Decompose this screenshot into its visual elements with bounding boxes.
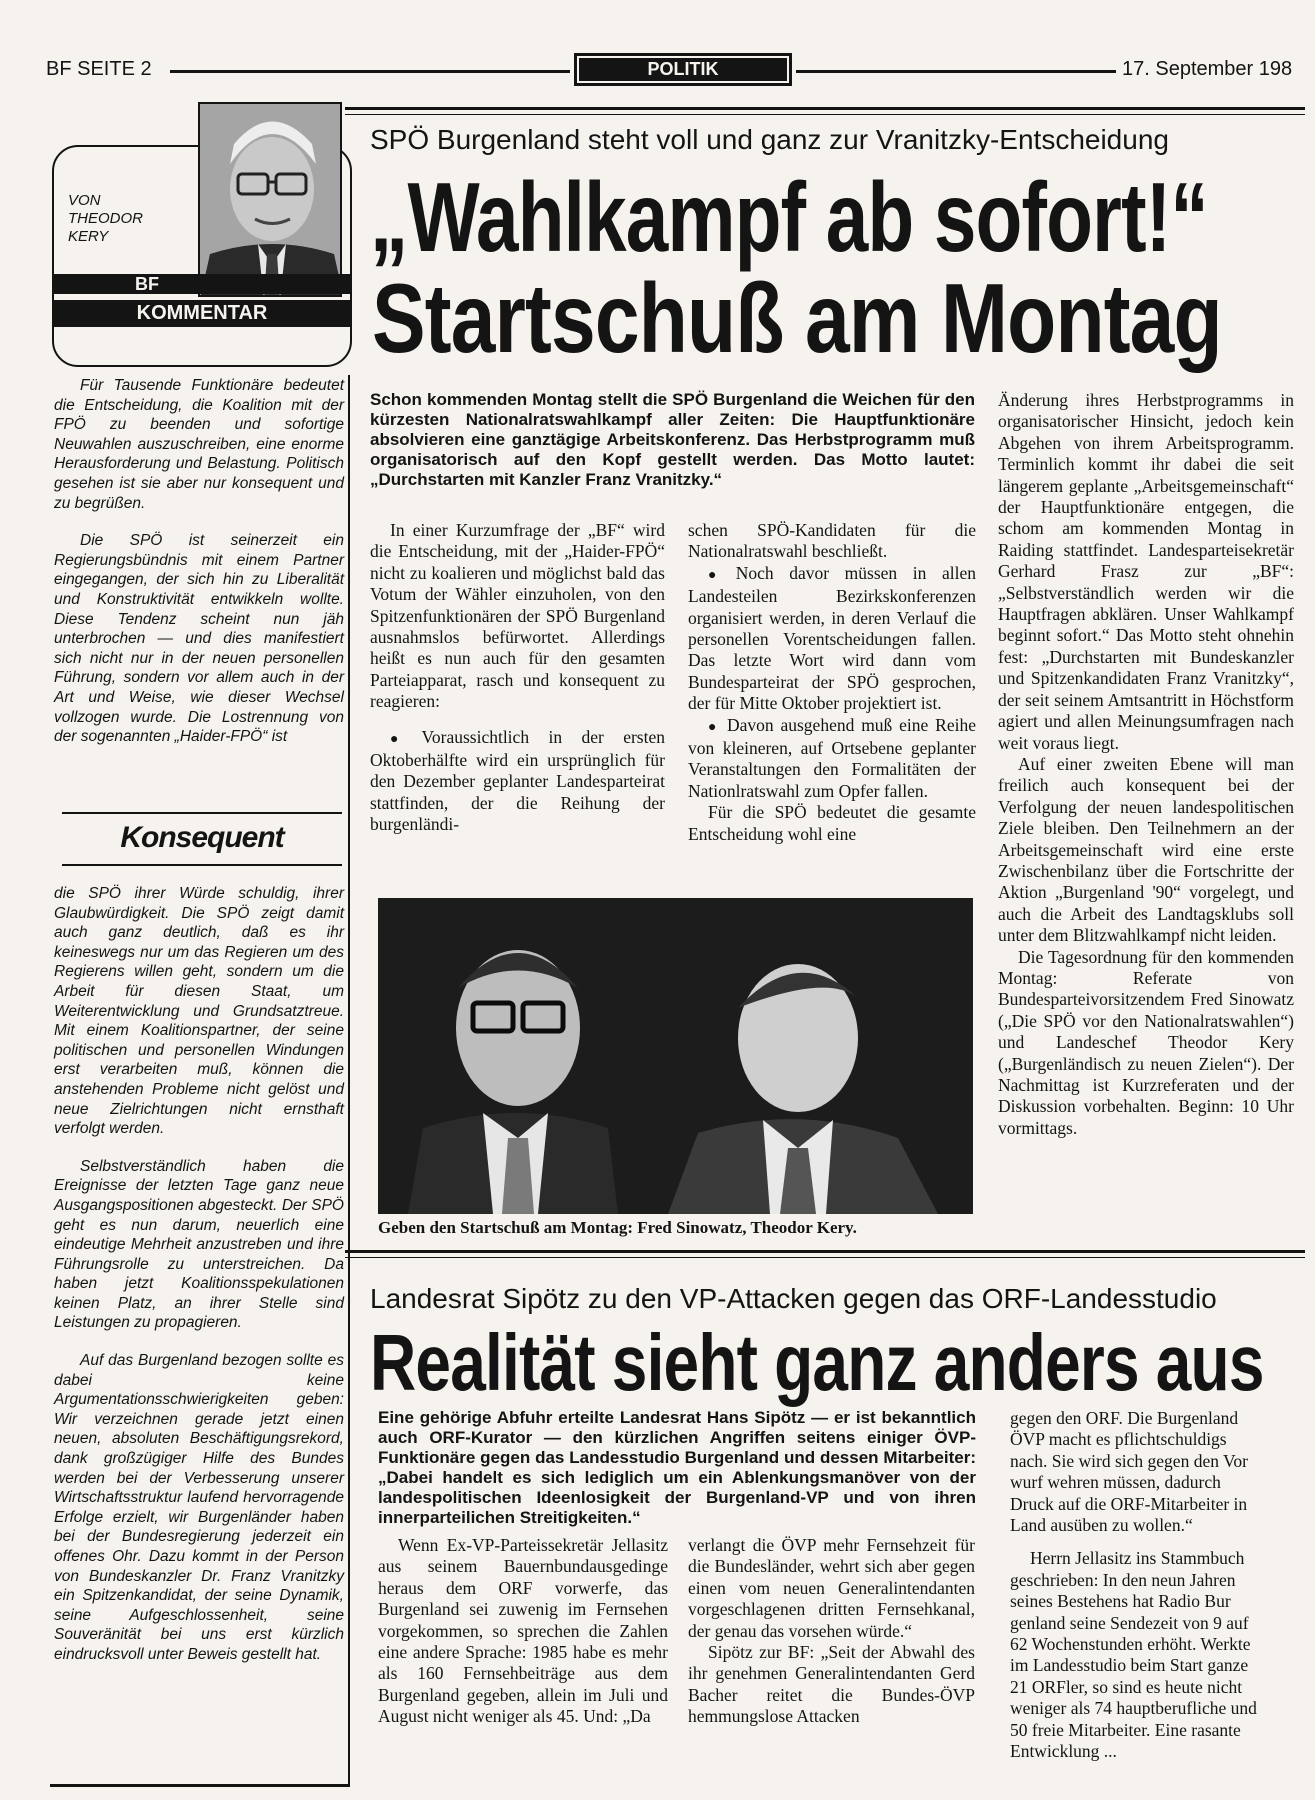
paragraph: Die Tagesordnung für den kommenden Montag: Referate von Bundesparteivorsitzendem Fred Sinowatz („Die SPÖ vor den Nationalratswahlen“) und Landeschef Theodor Kery („Burgenländisch zu neuen Zielen“). Der Nachmittag ist Kurzreferaten und der Diskussion vorbehalten. Beginn: 10 Uhr vormittags.	[998, 946, 1294, 1138]
text-line: wurf wehren müssen, dadurch	[1010, 1472, 1221, 1493]
article1-photo-caption: Geben den Startschuß am Montag: Fred Sinowatz, Theodor Kery.	[378, 1218, 857, 1237]
bullet-paragraph: ● Davon ausgehend muß eine Reihe von kleineren, auf Ortsebene geplanter Veranstaltungen den Formalitäten der Nationlratswahl zum Opfer fallen.	[688, 715, 976, 803]
paragraph: In einer Kurzumfrage der „BF“ wird die Entscheidung, mit der „Haider-FPÖ“ nicht zu koalieren und möglichst bald das Votum der Wähler einzuholen, von den Spitzenfunktionären der SPÖ Burgenland ausnahmslos befürwortet. Allerdings heißt es nun auch für den gesamten Parteiapparat, rasch und konsequent zu reagieren:	[370, 520, 665, 712]
paragraph: Die SPÖ ist seinerzeit ein Regierungsbündnis mit einem Partner eingegangen, der sich hin zu Liberalität und Konstruktivität entwikkeln wollte. Diese Tendenz scheint nun jäh unterbrochen — und dies manifestiert sich nicht nur in der neuen personellen Führung, sondern vor allem auch in der Art und Weise, wie dieser Wechsel vollzogen wurde. Die Lostrennung von der sogenannten „Haider-FPÖ“ ist	[54, 532, 344, 746]
text-line: genland seine Sendezeit von 9 auf	[1010, 1612, 1249, 1633]
paragraph: Selbstverständlich haben die Ereignisse der letzten Tage ganz neue Ausgangspositionen abgesteckt. Der SPÖ geht es nun darum, neuerlich eine eindeutige Mehrheit anzustreben und ihre Führungsrolle zu unterstreichen. Da haben jetzt Koalitionsspekulationen keinen Platz, an ihrer Stelle sind Leistungen zu propagieren.	[54, 1157, 344, 1332]
commentary-subhead-box	[62, 812, 342, 866]
section-label: POLITIK	[579, 58, 787, 81]
paragraph: schen SPÖ-Kandidaten für die Nationalratswahl beschließt.	[688, 520, 976, 562]
commentary-byline	[68, 192, 178, 246]
text-line: Druck auf die ORF-Mitarbeiter in	[1010, 1493, 1248, 1514]
header-rule-left	[170, 70, 570, 73]
article1-kicker: SPÖ Burgenland steht voll und ganz zur Vranitzky-Entscheidung	[370, 124, 1169, 155]
commentary-text-top	[54, 376, 344, 765]
article1-photo	[378, 898, 973, 1214]
paragraph: Sipötz zur BF: „Seit der Abwahl des ihr genehmen Generalintendanten Gerd Bacher reitet die Bundes-ÖVP hemmungslose Attacken	[688, 1642, 975, 1727]
photo-illustration	[378, 898, 973, 1214]
text-line: Land ausüben zu wollen.“	[1010, 1515, 1193, 1536]
text-line: ÖVP macht es pflichtschuldigs	[1010, 1429, 1227, 1450]
article2-headline: Realität sieht ganz anders aus	[370, 1318, 1264, 1407]
commentary-label: KOMMENTAR	[136, 302, 268, 324]
paragraph: Auf einer zweiten Ebene will man freilich auch konsequent bei der Verfolgung der neuen landespolitischen Ziele bleiben. Den Teilnehmern an der Arbeitsgemeinschaft wird eine erste Zwischenbilanz über die Fortschritte der Aktion „Burgenland '90“ vorgelegt, und auch die Arbeit des Landtagsklubs soll unter dem Blitzwahlkampf nicht leiden.	[998, 753, 1294, 946]
text-line: Entwicklung ...	[1010, 1741, 1117, 1762]
text-line: 21 ORFler, so sind es heute nicht	[1010, 1676, 1243, 1697]
paragraph: verlangt die ÖVP mehr Fernsehzeit für die Bundesländer, wehrt sich aber gegen einen vom neuen Generalintendanten vorgeschlagenen dritten Fernsehkanal, der genau das vorsehen würde.“	[688, 1535, 975, 1641]
commentary-badge: BF	[135, 274, 159, 294]
article2-column-1	[378, 1535, 668, 1728]
article1-column-1	[370, 520, 665, 836]
article1-headline-line2: Startschuß am Montag	[372, 263, 1222, 373]
paragraph: Auf das Burgenland bezogen sollte es dabei keine Argumentationsschwierigkeiten geben: Wir verzeichnen gerade jetzt einen neuen, absoluten Beschäftigungsrekord, dank großzügiger Hilfe des Bundes werden bei der Verbesserung unserer Wirtschaftsstruktur laufend hervorragende Erfolge erzielt, wir Burgenländer haben bei der Bundesregierung jederzeit ein offenes Ohr. Dazu kommt in der Person von Bundeskanzler Dr. Franz Vranitzky ein Spitzenkandidat, der seine Dynamik, seine Aufgeschlossenheit, seine Souveränität bei uns erst kürzlich eindrucksvoll unter Beweis gestellt hat.	[54, 1352, 344, 1663]
issue-date: 17. September 198	[1122, 58, 1293, 80]
commentary-text-bottom	[54, 884, 344, 1683]
byline-line: THEODOR	[68, 210, 143, 227]
text-line: Herrn Jellasitz ins Stammbuch	[1030, 1548, 1245, 1569]
article-rule	[345, 1250, 1305, 1258]
byline-line: VON	[68, 192, 101, 209]
article1-lead: Schon kommenden Montag stellt die SPÖ Burgenland die Weichen für den kürzesten Nationalratswahlkampf aller Zeiten: Die Hauptfunktionäre absolvieren eine ganztägige Arbeitskonferenz. Das Herbstprogramm muß organisatorisch auf den Kopf gestellt werden. Das Motto lautet: „Durchstarten mit Kanzler Franz Vranitzky.“	[370, 390, 975, 489]
text-line: weniger als 74 hauptberufliche und	[1010, 1698, 1257, 1719]
text-line: gegen den ORF. Die Burgenland	[1010, 1408, 1239, 1428]
paragraph: Für die SPÖ bedeutet die gesamte Entscheidung wohl eine	[688, 802, 976, 844]
article1-column-2	[688, 520, 976, 845]
article2-column-2	[688, 1535, 975, 1728]
article2-lead: Eine gehörige Abfuhr erteilte Landesrat Hans Sipötz — er ist bekanntlich auch ORF-Kurator — den kürzlichen Angriffen seitens einiger ÖVP-Funktionäre gegen das Landesstudio Burgenland und dessen Mitarbeiter: „Dabei handelt es sich lediglich um ein Ablenkungsmanöver von der landespolitischen Ideenlosigkeit der Burgenland-VP und von ihren innerparteilichen Streitigkeiten.“	[378, 1408, 976, 1527]
paragraph: Änderung ihres Herbstprogramms in organisatorischer Hinsicht, jedoch kein Abgehen von ihrem Arbeitsprogramm. Terminlich kommt ihr dabei die seit längerem geplante „Arbeitsgemeinschaft“ der Hauptfunktionäre entgegen, die schom am kommenden Montag in Raiding stattfindet. Landesparteisekretär Gerhard Frasz zur „BF“: „Selbstverständlich werden wir die Hauptfragen abklären. Unser Wahlkampf beginnt sofort.“ Das Motto steht ohnehin fest: „Durchstarten mit Bundeskanzler und Spitzenkandidaten Franz Vranitzky“, der seit seinem Amtsantritt in Höchstform agiert und allen Meinungsumfragen nach weit voraus liegt.	[998, 390, 1294, 753]
author-portrait	[198, 102, 342, 297]
article2-kicker: Landesrat Sipötz zu den VP-Attacken gegen das ORF-Landesstudio	[370, 1283, 1217, 1314]
text-line: 50 freie Mitarbeiter. Eine rasante	[1010, 1719, 1241, 1740]
article-rule	[345, 107, 1305, 115]
paragraph: die SPÖ ihrer Würde schuldig, ihrer Glaubwürdigkeit. Die SPÖ zeigt damit auch ganz deutlich, daß es ihr keineswegs nur um das Regieren um des Regierens willen geht, sondern um die Arbeit für diesen Staat, um Weiterentwicklung und Grundsatztreue. Mit einem Koalitionspartner, der seine politischen und personellen Windungen erst verarbeiten muß, können die anstehenden Probleme nicht gelöst und neue Zielrichtungen nicht ernsthaft verfolgt werden.	[54, 885, 344, 1138]
paragraph: Für Tausende Funktionäre bedeutet die Entscheidung, die Koalition mit der FPÖ zu beenden und sofortige Neuwahlen auszuschreiben, eine enorme Herausforderung und Belastung. Politisch gesehen ist sie aber nur konsequent und zu begrüßen.	[54, 377, 344, 512]
page-label: BF SEITE 2	[46, 58, 152, 80]
portrait-illustration	[200, 104, 342, 297]
byline-line: KERY	[68, 228, 109, 245]
article1-headline-line1: „Wahlkampf ab sofort!“	[370, 162, 1208, 272]
text-line: geschrieben: In den neun Jahren	[1010, 1569, 1236, 1590]
text-line: nach. Sie wird sich gegen den Vor	[1010, 1450, 1248, 1471]
text-line: im Landesstudio beim Start ganze	[1010, 1655, 1249, 1676]
article1-column-3	[998, 390, 1294, 1139]
bullet-paragraph: ● Voraussichtlich in der ersten Oktoberhälfte wird ein ursprünglich für den Dezember geplanter Landesparteirat stattfinden, der die Reihung der burgenländi-	[370, 727, 665, 836]
text-line: 62 Wochenstunden erhöht. Werkte	[1010, 1634, 1251, 1655]
article2-column-3	[1010, 1408, 1310, 1763]
bullet-paragraph: ● Noch davor müssen in allen Landesteilen Bezirkskonferenzen organisiert werden, in deren Verlauf die personellen Vorentscheidungen fallen. Das letzte Wort wird dann vom Bundesparteirat der SPÖ gesprochen, der für Mitte Oktober projektiert ist.	[688, 563, 976, 715]
header-rule-right	[796, 70, 1116, 73]
section-badge	[574, 53, 792, 86]
paragraph: Wenn Ex-VP-Parteissekretär Jellasitz aus seinem Bauernbundausgedinge heraus dem ORF vorwerfe, das Burgenland sei zuwenig im Fernsehen vorgekommen, so sprechen die Zahlen eine andere Sprache: 1985 habe es mehr als 160 Fernsehbeiträge aus dem Burgenland gegeben, allein im Juli und August nicht weniger als 45. Und: „Da	[378, 1535, 668, 1727]
commentary-subhead: Konsequent	[120, 821, 284, 854]
text-line: seines Bestehens hat Radio Bur	[1010, 1591, 1231, 1612]
